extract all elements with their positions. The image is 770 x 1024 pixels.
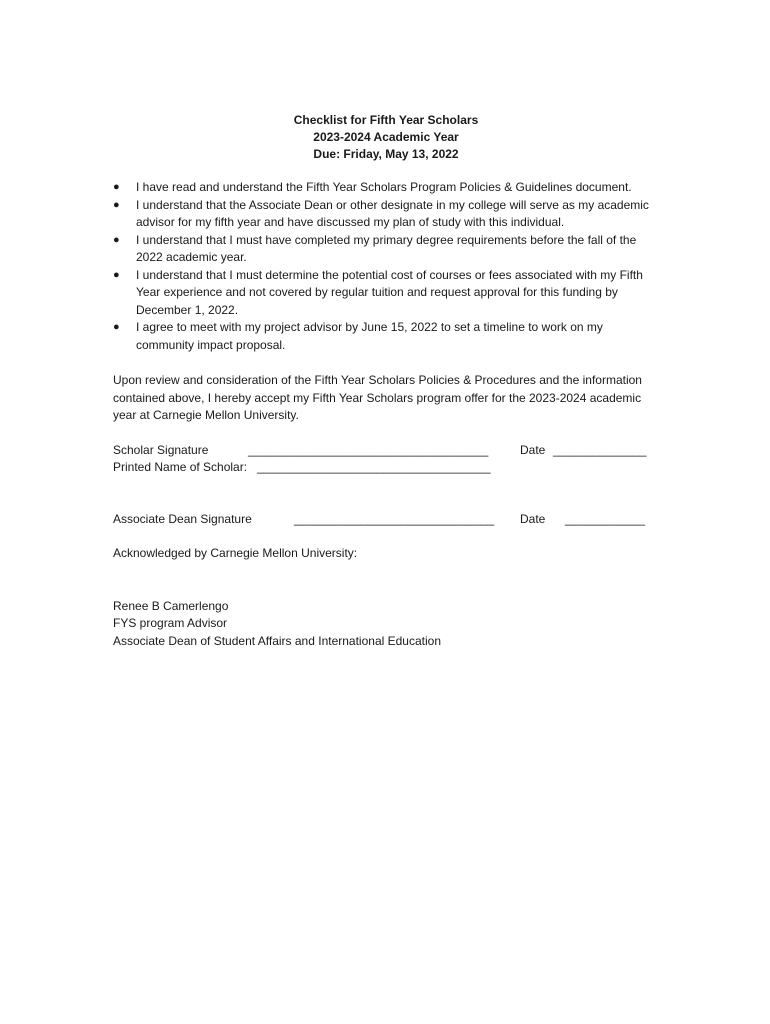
bullet-icon: ● [113,321,120,333]
scholar-date-line[interactable]: ______________ [553,442,647,457]
document-page [113,112,661,650]
checklist-item [113,319,661,354]
dean-signature-row [113,511,661,529]
bullet-icon: ● [113,268,120,281]
checklist-item-text: I agree to meet with my project advisor by June 15, 2022 to set a timeline to work on my community impact proposal. [136,320,603,352]
checklist-item-text: I understand that I must determine the potential cost of courses or fees associated with my Fifth Year experience and not covered by regular tuition and request approval for this funding by December 1, 2022. [136,267,643,317]
signer-role: FYS program Advisor [113,616,228,630]
printed-name-label: Printed Name of Scholar: [113,460,248,474]
bullet-icon: ● [113,198,120,211]
scholar-date-label: Date [520,442,546,457]
checklist-item [113,197,661,232]
dean-signature-line[interactable]: ______________________________ [294,511,495,526]
signer-block [113,598,661,651]
acknowledgement: Acknowledged by Carnegie Mellon University: [113,546,358,560]
dean-date-label: Date [520,511,546,526]
printed-name-row [113,459,661,477]
acceptance-statement: Upon review and consideration of the Fifth Year Scholars Policies & Procedures and the information contained above, I hereby accept my Fifth Year Scholars program offer for the 2023-2024 academic year at Carnegie Mellon University. [113,373,642,422]
printed-name-line[interactable]: ___________________________________ [257,460,491,474]
checklist-item [113,267,661,320]
checklist-item-text: I have read and understand the Fifth Year Scholars Program Policies & Guidelines document. [136,180,632,194]
document-title: Checklist for Fifth Year Scholars [293,113,479,127]
dean-date-line[interactable]: ____________ [565,511,646,526]
checklist [113,179,661,354]
signer-name: Renee B Camerlengo [113,598,229,613]
scholar-signature-line[interactable]: ____________________________________ [248,442,489,457]
scholar-signature-label: Scholar Signature [113,442,209,457]
dean-signature-label: Associate Dean Signature [113,511,252,526]
academic-year: 2023-2024 Academic Year [313,130,459,144]
due-date: Due: Friday, May 13, 2022 [313,147,459,161]
bullet-icon: ● [113,181,120,193]
checklist-item-text: I understand that the Associate Dean or other designate in my college will serve as my academic advisor for my fifth year and have discussed my plan of study with this individual. [136,197,649,229]
signature-block [113,442,661,529]
scholar-signature-row [113,442,661,460]
checklist-item-text: I understand that I must have completed my primary degree requirements before the fall of the 2022 academic year. [136,232,637,264]
bullet-icon: ● [113,233,120,246]
signer-title: Associate Dean of Student Affairs and International Education [113,633,441,648]
checklist-item [113,179,661,197]
checklist-item [113,232,661,267]
document-heading [111,112,661,163]
